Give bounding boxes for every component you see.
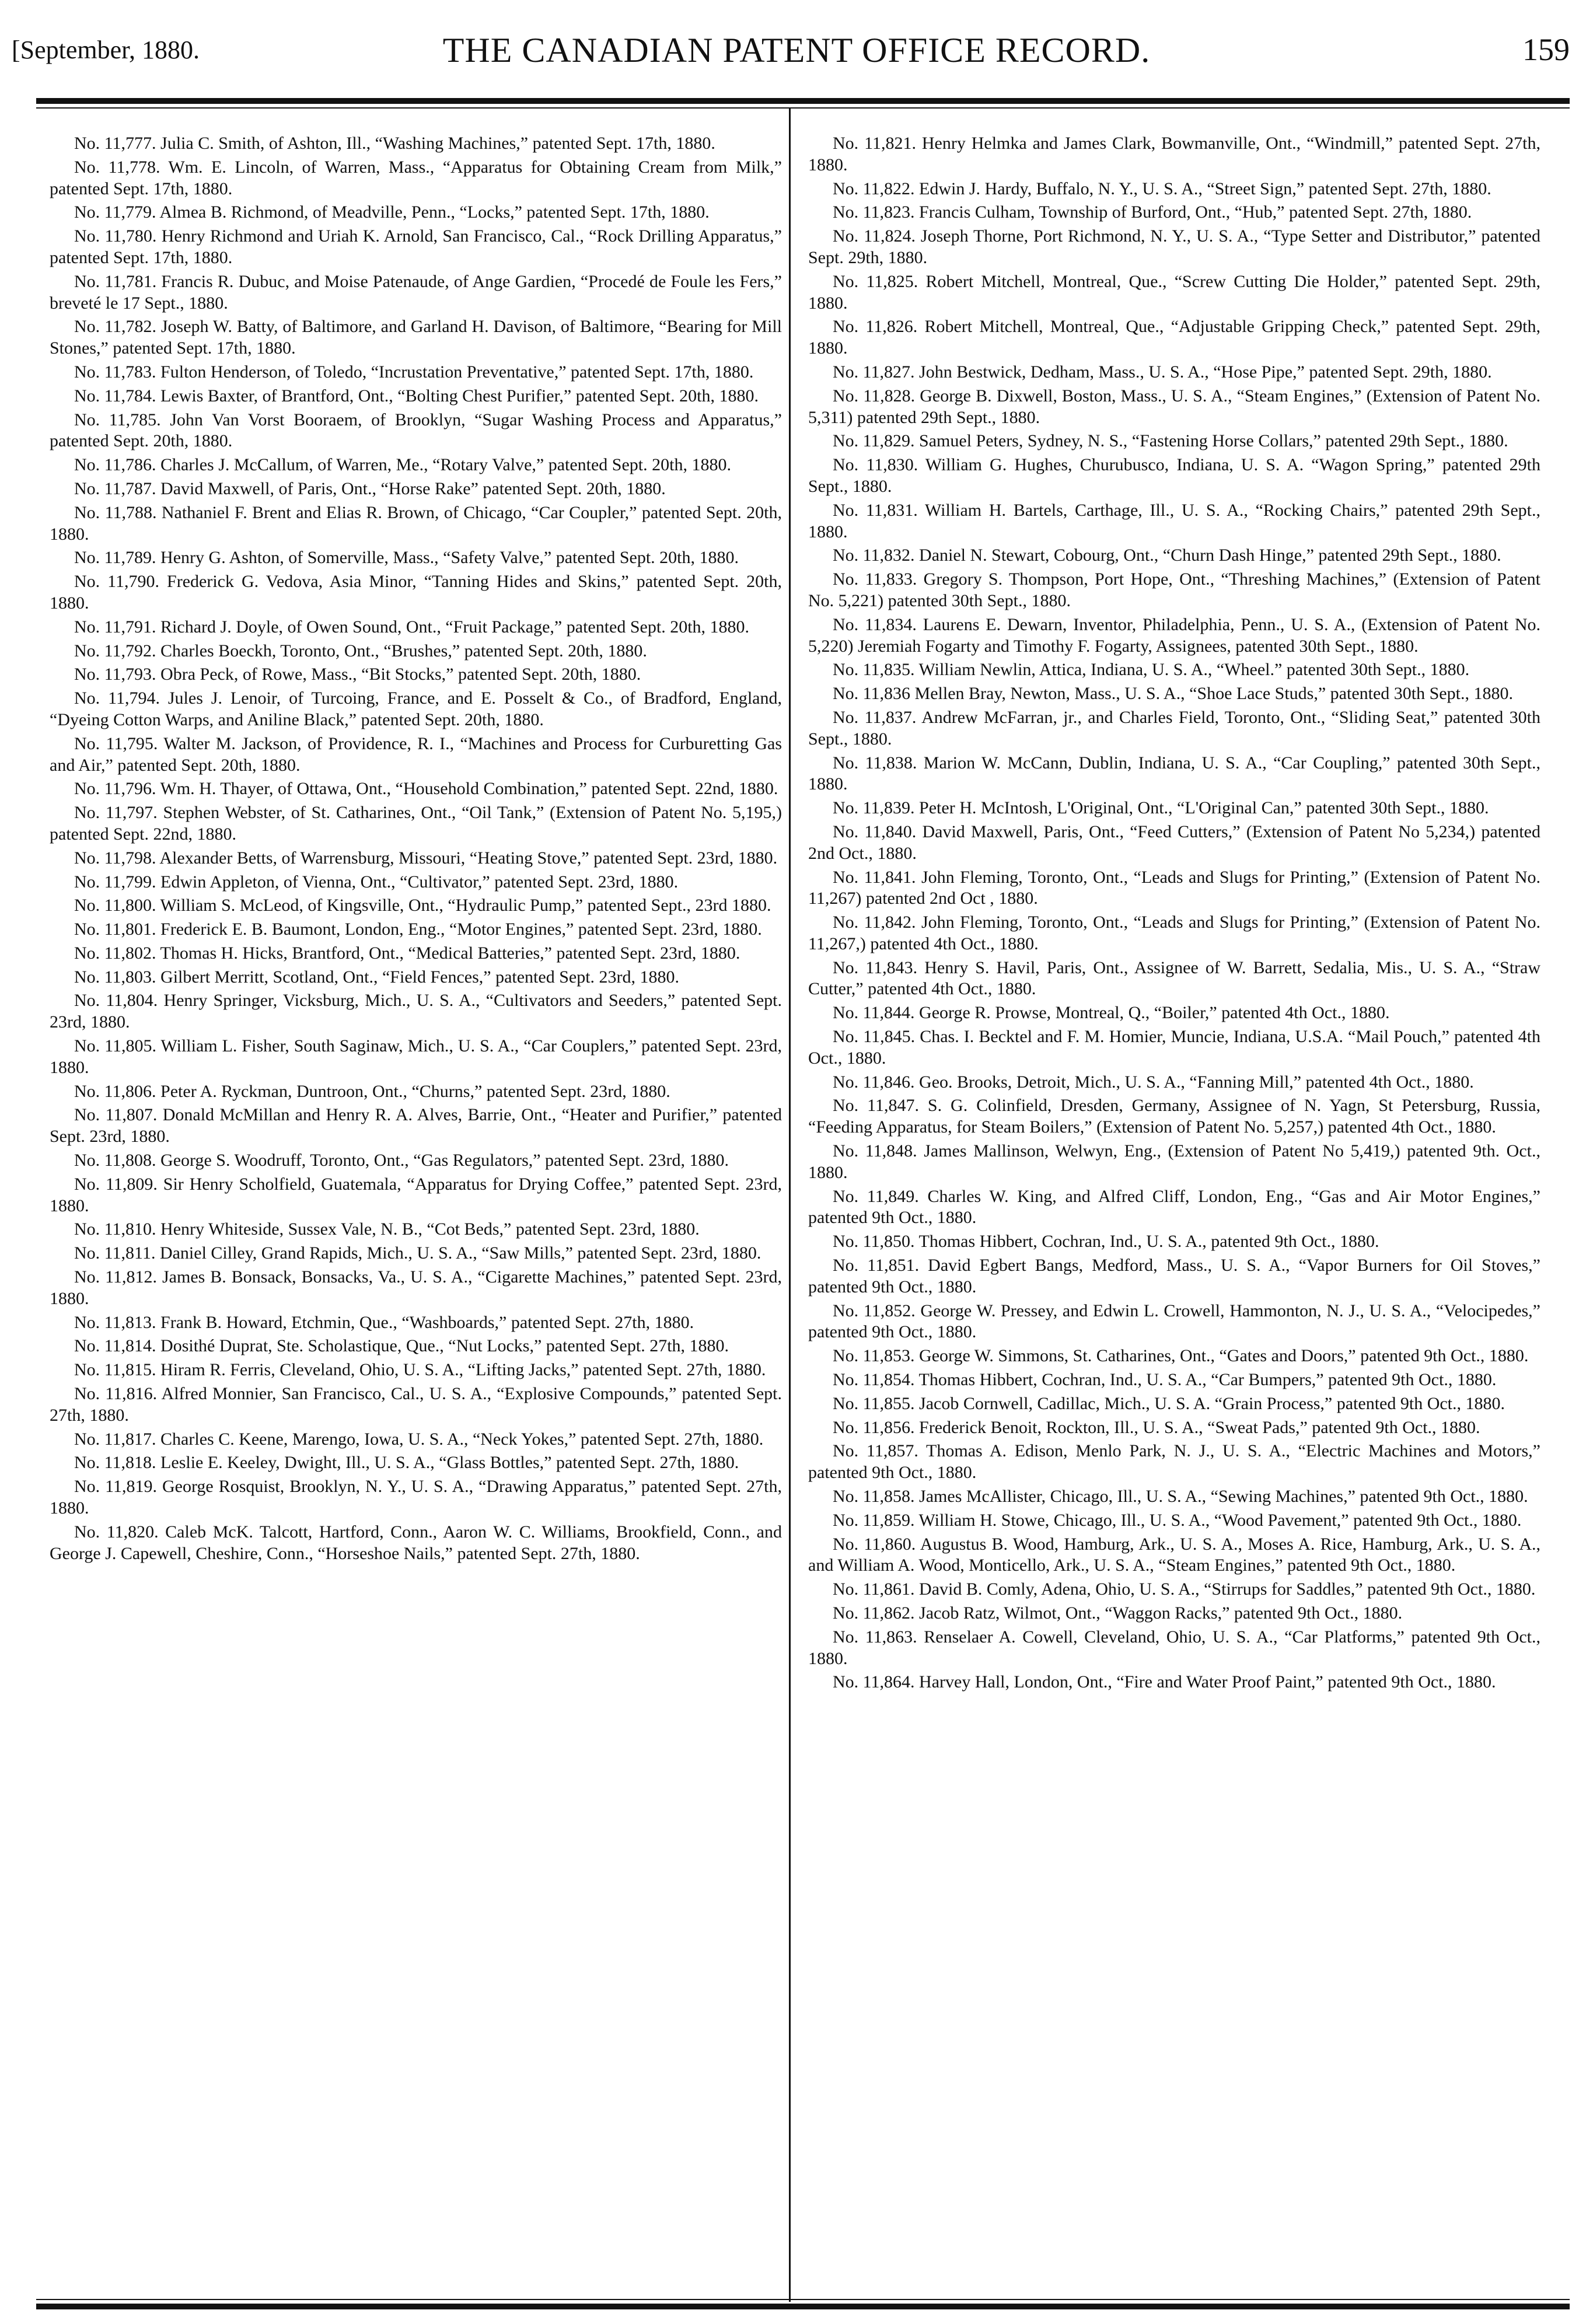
patent-entry: No. 11,820. Caleb McK. Talcott, Hartford, Conn., Aaron W. C. Williams, Brookfield, Conn., and George J. Capewell, Cheshire, Conn., “Horseshoe Nails,” patented Sept. 27th, 1880.: [50, 1522, 782, 1563]
patent-entry: No. 11,842. John Fleming, Toronto, Ont., “Leads and Slugs for Printing,” (Extension of Patent No. 11,267,) patented 4th Oct., 1880.: [808, 913, 1540, 953]
patent-entry: No. 11,862. Jacob Ratz, Wilmot, Ont., “Waggon Racks,” patented 9th Oct., 1880.: [833, 1603, 1403, 1623]
patent-entry: No. 11,816. Alfred Monnier, San Francisco, Cal., U. S. A., “Explosive Compounds,” patented Sept. 27th, 1880.: [50, 1384, 782, 1425]
patent-entry: No. 11,784. Lewis Baxter, of Brantford, Ont., “Bolting Chest Purifier,” patented Sept. 20th, 1880.: [74, 386, 759, 406]
patent-entry: No. 11,785. John Van Vorst Booraem, of Brooklyn, “Sugar Washing Process and Apparatus,” patented Sept. 20th, 1880.: [50, 410, 782, 451]
patent-entry: No. 11,831. William H. Bartels, Carthage, Ill., U. S. A., “Rocking Chairs,” patented 29th Sept., 1880.: [808, 500, 1540, 541]
column-divider: [789, 108, 791, 2302]
patent-entry: No. 11,850. Thomas Hibbert, Cochran, Ind., U. S. A., patented 9th Oct., 1880.: [833, 1232, 1379, 1252]
patent-entry: No. 11,781. Francis R. Dubuc, and Moise Patenaude, of Ange Gardien, “Procedé de Foule les Fers,” breveté le 17 Sept., 1880.: [50, 271, 782, 313]
patent-entry: No. 11,802. Thomas H. Hicks, Brantford, Ont., “Medical Batteries,” patented Sept. 23rd, 1880.: [74, 943, 740, 963]
patent-entry: No. 11,792. Charles Boeckh, Toronto, Ont., “Brushes,” patented Sept. 20th, 1880.: [74, 641, 647, 660]
patent-entry: No. 11,830. William G. Hughes, Churubusco, Indiana, U. S. A. “Wagon Spring,” patented 29th Sept., 1880.: [808, 455, 1540, 496]
patent-entry: No. 11,849. Charles W. King, and Alfred Cliff, London, Eng., “Gas and Air Motor Engines,” patented 9th Oct., 1880.: [808, 1186, 1540, 1228]
patent-entry: No. 11,786. Charles J. McCallum, of Warren, Me., “Rotary Valve,” patented Sept. 20th, 1880.: [74, 455, 731, 475]
patent-entry: No. 11,788. Nathaniel F. Brent and Elias R. Brown, of Chicago, “Car Coupler,” patented Sept. 20th, 1880.: [50, 502, 782, 544]
patent-entry: No. 11,827. John Bestwick, Dedham, Mass., U. S. A., “Hose Pipe,” patented Sept. 29th, 1880.: [833, 362, 1492, 382]
patent-entry: No. 11,780. Henry Richmond and Uriah K. Arnold, San Francisco, Cal., “Rock Drilling Apparatus,” patented Sept. 17th, 1880.: [50, 226, 782, 267]
patent-entry: No. 11,834. Laurens E. Dewarn, Inventor, Philadelphia, Penn., U. S. A., (Extension of Patent No. 5,220) Jeremiah Fogarty and Timothy F. Fogarty, Assignees, patented 30th Sept., 1880.: [808, 614, 1540, 656]
patent-entry: No. 11,846. Geo. Brooks, Detroit, Mich., U. S. A., “Fanning Mill,” patented 4th Oct., 1880.: [833, 1072, 1474, 1092]
patent-entry: No. 11,824. Joseph Thorne, Port Richmond, N. Y., U. S. A., “Type Setter and Distributor,” patented Sept. 29th, 1880.: [808, 226, 1540, 267]
patent-entry: No. 11,787. David Maxwell, of Paris, Ont., “Horse Rake” patented Sept. 20th, 1880.: [74, 478, 666, 498]
patent-entry: No. 11,854. Thomas Hibbert, Cochran, Ind., U. S. A., “Car Bumpers,” patented 9th Oct., 1880.: [833, 1370, 1497, 1390]
page-number: 159: [1522, 32, 1570, 67]
right-column: [808, 133, 1540, 1696]
patent-entry: No. 11,796. Wm. H. Thayer, of Ottawa, Ont., “Household Combination,” patented Sept. 22nd, 1880.: [74, 779, 778, 799]
page-header: [12, 23, 1581, 76]
patent-entry: No. 11,814. Dosithé Duprat, Ste. Scholastique, Que., “Nut Locks,” patented Sept. 27th, 1880.: [74, 1336, 729, 1356]
patent-entry: No. 11,819. George Rosquist, Brooklyn, N. Y., U. S. A., “Drawing Apparatus,” patented Sept. 27th, 1880.: [50, 1477, 782, 1518]
patent-entry: No. 11,826. Robert Mitchell, Montreal, Que., “Adjustable Gripping Check,” patented Sept. 29th, 1880.: [808, 317, 1540, 358]
patent-entry: No. 11,777. Julia C. Smith, of Ashton, Ill., “Washing Machines,” patented Sept. 17th, 1880.: [74, 134, 715, 153]
patent-entry: No. 11,859. William H. Stowe, Chicago, Ill., U. S. A., “Wood Pavement,” patented 9th Oct., 1880.: [833, 1510, 1522, 1530]
patent-entry: No. 11,857. Thomas A. Edison, Menlo Park, N. J., U. S. A., “Electric Machines and Motors,” patented 9th Oct., 1880.: [808, 1441, 1540, 1483]
patent-entry: No. 11,812. James B. Bonsack, Bonsacks, Va., U. S. A., “Cigarette Machines,” patented Sept. 23rd, 1880.: [50, 1267, 782, 1308]
patent-entry: No. 11,795. Walter M. Jackson, of Providence, R. I., “Machines and Process for Curburetting Gas and Air,” patented Sept. 20th, 1880.: [50, 733, 782, 775]
patent-entry: No. 11,825. Robert Mitchell, Montreal, Que., “Screw Cutting Die Holder,” patented Sept. 29th, 1880.: [808, 271, 1540, 313]
patent-entry: No. 11,790. Frederick G. Vedova, Asia Minor, “Tanning Hides and Skins,” patented Sept. 20th, 1880.: [50, 572, 782, 613]
patent-entry: No. 11,832. Daniel N. Stewart, Cobourg, Ont., “Churn Dash Hinge,” patented 29th Sept., 1880.: [833, 546, 1501, 565]
patent-entry: No. 11,815. Hiram R. Ferris, Cleveland, Ohio, U. S. A., “Lifting Jacks,” patented Sept. 27th, 1880.: [74, 1360, 766, 1380]
patent-entry: No. 11,839. Peter H. McIntosh, L'Original, Ont., “L'Original Can,” patented 30th Sept., 1880.: [833, 798, 1489, 818]
patent-entry: No. 11,797. Stephen Webster, of St. Catharines, Ont., “Oil Tank,” (Extension of Patent No. 5,195,) patented Sept. 22nd, 1880.: [50, 803, 782, 844]
patent-entry: No. 11,861. David B. Comly, Adena, Ohio, U. S. A., “Stirrups for Saddles,” patented 9th Oct., 1880.: [833, 1579, 1536, 1599]
patent-entry: No. 11,779. Almea B. Richmond, of Meadville, Penn., “Locks,” patented Sept. 17th, 1880.: [74, 202, 710, 222]
patent-entry: No. 11,783. Fulton Henderson, of Toledo, “Incrustation Preventative,” patented Sept. 17th, 1880.: [74, 362, 754, 382]
patent-entry: No. 11,864. Harvey Hall, London, Ont., “Fire and Water Proof Paint,” patented 9th Oct., 1880.: [833, 1672, 1496, 1692]
patent-entry: No. 11,813. Frank B. Howard, Etchmin, Que., “Washboards,” patented Sept. 27th, 1880.: [74, 1312, 694, 1332]
patent-entry: No. 11,848. James Mallinson, Welwyn, Eng., (Extension of Patent No 5,419,) patented 9th. Oct., 1880.: [808, 1141, 1540, 1182]
patent-entry: No. 11,836 Mellen Bray, Newton, Mass., U. S. A., “Shoe Lace Studs,” patented 30th Sept., 1880.: [833, 684, 1513, 704]
patent-entry: No. 11,782. Joseph W. Batty, of Baltimore, and Garland H. Davison, of Baltimore, “Bearing for Mill Stones,” patented Sept. 17th, 1880.: [50, 317, 782, 358]
patent-entry: No. 11,851. David Egbert Bangs, Medford, Mass., U. S. A., “Vapor Burners for Oil Stoves,” patented 9th Oct., 1880.: [808, 1256, 1540, 1296]
issue-date: [September, 1880.: [12, 36, 200, 64]
patent-entry: No. 11,852. George W. Pressey, and Edwin L. Crowell, Hammonton, N. J., U. S. A., “Velocipedes,” patented 9th Oct., 1880.: [808, 1301, 1540, 1342]
patent-entry: No. 11,829. Samuel Peters, Sydney, N. S., “Fastening Horse Collars,” patented 29th Sept., 1880.: [833, 431, 1508, 451]
patent-entry: No. 11,844. George R. Prowse, Montreal, Q., “Boiler,” patented 4th Oct., 1880.: [833, 1003, 1390, 1023]
patent-entry: No. 11,821. Henry Helmka and James Clark, Bowmanville, Ont., “Windmill,” patented Sept. 27th, 1880.: [808, 134, 1540, 174]
patent-entry: No. 11,789. Henry G. Ashton, of Somerville, Mass., “Safety Valve,” patented Sept. 20th, 1880.: [74, 548, 739, 568]
patent-entry: No. 11,800. William S. McLeod, of Kingsville, Ont., “Hydraulic Pump,” patented Sept., 23rd 1880.: [74, 896, 771, 915]
patent-entry: No. 11,840. David Maxwell, Paris, Ont., “Feed Cutters,” (Extension of Patent No 5,234,) patented 2nd Oct., 1880.: [808, 822, 1540, 863]
patent-entry: No. 11,803. Gilbert Merritt, Scotland, Ont., “Field Fences,” patented Sept. 23rd, 1880.: [74, 967, 680, 987]
patent-entry: No. 11,791. Richard J. Doyle, of Owen Sound, Ont., “Fruit Package,” patented Sept. 20th, 1880.: [74, 617, 750, 637]
patent-entry: No. 11,835. William Newlin, Attica, Indiana, U. S. A., “Wheel.” patented 30th Sept., 1880.: [833, 660, 1470, 680]
patent-entry: No. 11,794. Jules J. Lenoir, of Turcoing, France, and E. Posselt & Co., of Bradford, England, “Dyeing Cotton Warps, and Aniline Black,” patented Sept. 20th, 1880.: [50, 689, 782, 729]
patent-entry: No. 11,804. Henry Springer, Vicksburg, Mich., U. S. A., “Cultivators and Seeders,” patented Sept. 23rd, 1880.: [50, 991, 782, 1032]
patent-entry: No. 11,863. Renselaer A. Cowell, Cleveland, Ohio, U. S. A., “Car Platforms,” patented 9th Oct., 1880.: [808, 1627, 1540, 1668]
left-column: [50, 133, 782, 1567]
patent-entry: No. 11,860. Augustus B. Wood, Hamburg, Ark., U. S. A., Moses A. Rice, Hamburg, Ark., U. S. A., and William A. Wood, Monticello, Ark., U. S. A., “Steam Engines,” patented 9th Oct., 1880.: [808, 1534, 1540, 1575]
patent-entry: No. 11,838. Marion W. McCann, Dublin, Indiana, U. S. A., “Car Coupling,” patented 30th Sept., 1880.: [808, 753, 1540, 794]
patent-entry: No. 11,855. Jacob Cornwell, Cadillac, Mich., U. S. A. “Grain Process,” patented 9th Oct., 1880.: [833, 1393, 1505, 1413]
patent-entry: No. 11,805. William L. Fisher, South Saginaw, Mich., U. S. A., “Car Couplers,” patented Sept. 23rd, 1880.: [50, 1036, 782, 1077]
patent-entry: No. 11,798. Alexander Betts, of Warrensburg, Missouri, “Heating Stove,” patented Sept. 23rd, 1880.: [74, 848, 778, 868]
patent-entry: No. 11,818. Leslie E. Keeley, Dwight, Ill., U. S. A., “Glass Bottles,” patented Sept. 27th, 1880.: [74, 1453, 739, 1473]
patent-entry: No. 11,817. Charles C. Keene, Marengo, Iowa, U. S. A., “Neck Yokes,” patented Sept. 27th, 1880.: [74, 1429, 764, 1449]
patent-entry: No. 11,807. Donald McMillan and Henry R. A. Alves, Barrie, Ont., “Heater and Purifier,” patented Sept. 23rd, 1880.: [50, 1105, 782, 1147]
patent-entry: No. 11,853. George W. Simmons, St. Catharines, Ont., “Gates and Doors,” patented 9th Oct., 1880.: [833, 1346, 1529, 1366]
publication-title: THE CANADIAN PATENT OFFICE RECORD.: [442, 31, 1151, 69]
patent-entry: No. 11,810. Henry Whiteside, Sussex Vale, N. B., “Cot Beds,” patented Sept. 23rd, 1880.: [74, 1219, 700, 1239]
patent-entry: No. 11,801. Frederick E. B. Baumont, London, Eng., “Motor Engines,” patented Sept. 23rd, 1880.: [74, 920, 762, 939]
patent-entry: No. 11,806. Peter A. Ryckman, Duntroon, Ont., “Churns,” patented Sept. 23rd, 1880.: [74, 1081, 670, 1101]
patent-entry: No. 11,837. Andrew McFarran, jr., and Charles Field, Toronto, Ont., “Sliding Seat,” patented 30th Sept., 1880.: [808, 707, 1540, 749]
patent-entry: No. 11,811. Daniel Cilley, Grand Rapids, Mich., U. S. A., “Saw Mills,” patented Sept. 23rd, 1880.: [74, 1243, 761, 1263]
patent-entry: No. 11,856. Frederick Benoit, Rockton, Ill., U. S. A., “Sweat Pads,” patented 9th Oct., 1880.: [833, 1417, 1480, 1437]
patent-entry: No. 11,778. Wm. E. Lincoln, of Warren, Mass., “Apparatus for Obtaining Cream from Milk,” patented Sept. 17th, 1880.: [50, 157, 782, 198]
patent-entry: No. 11,828. George B. Dixwell, Boston, Mass., U. S. A., “Steam Engines,” (Extension of Patent No. 5,311) patented 29th Sept., 1880.: [808, 386, 1540, 427]
patent-entry: No. 11,809. Sir Henry Scholfield, Guatemala, “Apparatus for Drying Coffee,” patented Sept. 23rd, 1880.: [50, 1174, 782, 1215]
patent-entry: No. 11,808. George S. Woodruff, Toronto, Ont., “Gas Regulators,” patented Sept. 23rd, 1880.: [74, 1151, 729, 1170]
patent-entry: No. 11,823. Francis Culham, Township of Burford, Ont., “Hub,” patented Sept. 27th, 1880.: [833, 202, 1472, 222]
patent-entry: No. 11,843. Henry S. Havil, Paris, Ont., Assignee of W. Barrett, Sedalia, Mis., U. S. A., “Straw Cutter,” patented 4th Oct., 1880.: [808, 957, 1540, 999]
patent-entry: No. 11,833. Gregory S. Thompson, Port Hope, Ont., “Threshing Machines,” (Extension of Patent No. 5,221) patented 30th Sept., 1880.: [808, 569, 1540, 610]
patent-entry: No. 11,822. Edwin J. Hardy, Buffalo, N. Y., U. S. A., “Street Sign,” patented Sept. 27th, 1880.: [833, 179, 1491, 198]
patent-entry: No. 11,845. Chas. I. Becktel and F. M. Homier, Muncie, Indiana, U.S.A. “Mail Pouch,” patented 4th Oct., 1880.: [808, 1027, 1540, 1068]
patent-entry: No. 11,847. S. G. Colinfield, Dresden, Germany, Assignee of N. Yagn, St Petersburg, Russia, “Feeding Apparatus, for Steam Boilers,” (Extension of Patent No. 5,257,) patented 4th Oct., 1880.: [808, 1096, 1540, 1137]
patent-entry: No. 11,841. John Fleming, Toronto, Ont., “Leads and Slugs for Printing,” (Extension of Patent No. 11,267) patented 2nd Oct , 1880.: [808, 867, 1540, 908]
patent-entry: No. 11,793. Obra Peck, of Rowe, Mass., “Bit Stocks,” patented Sept. 20th, 1880.: [74, 665, 641, 684]
patent-entry: No. 11,799. Edwin Appleton, of Vienna, Ont., “Cultivator,” patented Sept. 23rd, 1880.: [74, 872, 679, 892]
patent-entry: No. 11,858. James McAllister, Chicago, Ill., U. S. A., “Sewing Machines,” patented 9th Oct., 1880.: [833, 1487, 1528, 1507]
